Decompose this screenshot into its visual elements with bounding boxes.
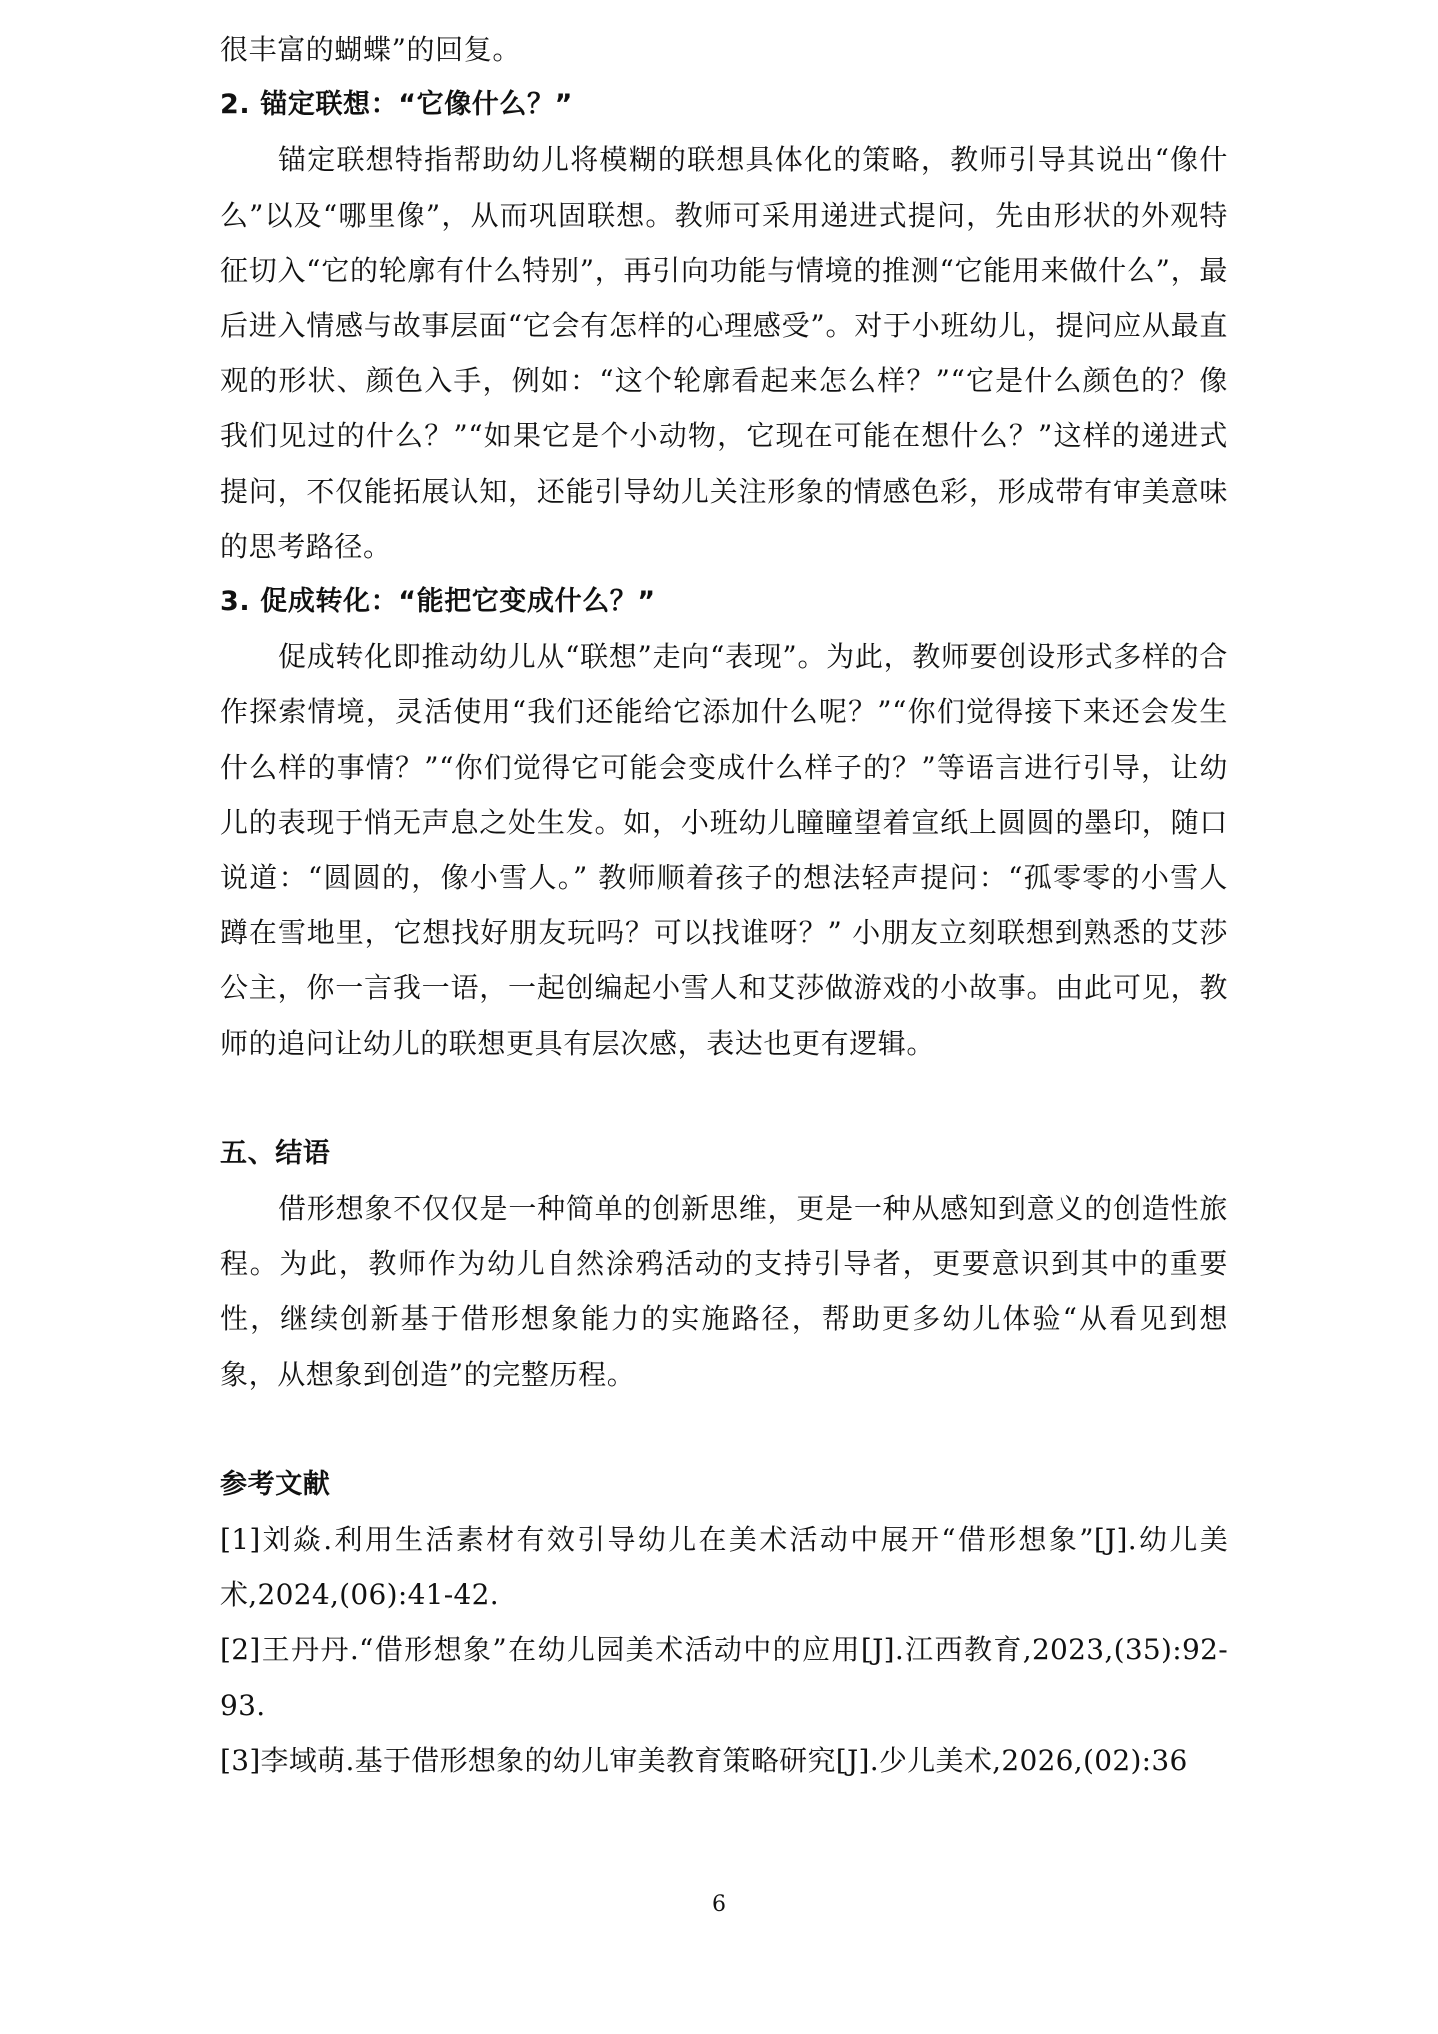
reference-item: [3]李域萌.基于借形想象的幼儿审美教育策略研究[J].少儿美术,2026,(02):36 <box>220 1743 1188 1777</box>
section-spacer <box>220 1071 1228 1126</box>
section-heading-anchor-association: 2. 锚定联想：“它像什么？” <box>220 89 573 121</box>
references-heading: 参考文献 <box>220 1468 331 1500</box>
document-body <box>220 22 1228 1788</box>
reference-item: [2]王丹丹.“借形想象”在幼儿园美术活动中的应用[J].江西教育,2023,(35):92-93. <box>220 1633 1228 1722</box>
reference-item: [1]刘焱.利用生活素材有效引导幼儿在美术活动中展开“借形想象”[J].幼儿美术,2024,(06):41-42. <box>220 1523 1228 1612</box>
page-number: 6 <box>712 1892 726 1917</box>
section-spacer <box>220 1402 1228 1457</box>
section-heading-conclusion: 五、结语 <box>220 1137 331 1169</box>
paragraph-anchor-association: 锚定联想特指帮助幼儿将模糊的联想具体化的策略，教师引导其说出“像什么”以及“哪里像”，从而巩固联想。教师可采用递进式提问，先由形状的外观特征切入“它的轮廓有什么特别”，再引向功能与情境的推测“它能用来做什么”，最后进入情感与故事层面“它会有怎样的心理感受”。对于小班幼儿，提问应从最直观的形状、颜色入手，例如：“这个轮廓看起来怎么样？”“它是什么颜色的？像我们见过的什么？”“如果它是个小动物，它现在可能在想什么？”这样的递进式提问，不仅能拓展认知，还能引导幼儿关注形象的情感色彩，形成带有审美意味的思考路径。 <box>220 143 1228 563</box>
paragraph-continuation: 很丰富的蝴蝶”的回复。 <box>220 33 521 66</box>
section-heading-transformation: 3. 促成转化：“能把它变成什么？” <box>220 586 656 618</box>
paragraph-transformation: 促成转化即推动幼儿从“联想”走向“表现”。为此，教师要创设形式多样的合作探索情境，灵活使用“我们还能给它添加什么呢？”“你们觉得接下来还会发生什么样的事情？”“你们觉得它可能会变成什么样子的？”等语言进行引导，让幼儿的表现于悄无声息之处生发。如，小班幼儿瞳瞳望着宣纸上圆圆的墨印，随口说道：“圆圆的，像小雪人。” 教师顺着孩子的想法轻声提问：“孤零零的小雪人蹲在雪地里，它想找好朋友玩吗？可以找谁呀？” 小朋友立刻联想到熟悉的艾莎公主，你一言我一语，一起创编起小雪人和艾莎做游戏的小故事。由此可见，教师的追问让幼儿的联想更具有层次感，表达也更有逻辑。 <box>220 640 1228 1060</box>
paragraph-conclusion: 借形想象不仅仅是一种简单的创新思维，更是一种从感知到意义的创造性旅程。为此，教师作为幼儿自然涂鸦活动的支持引导者，更要意识到其中的重要性，继续创新基于借形想象能力的实施路径，帮助更多幼儿体验“从看见到想象，从想象到创造”的完整历程。 <box>220 1192 1228 1391</box>
